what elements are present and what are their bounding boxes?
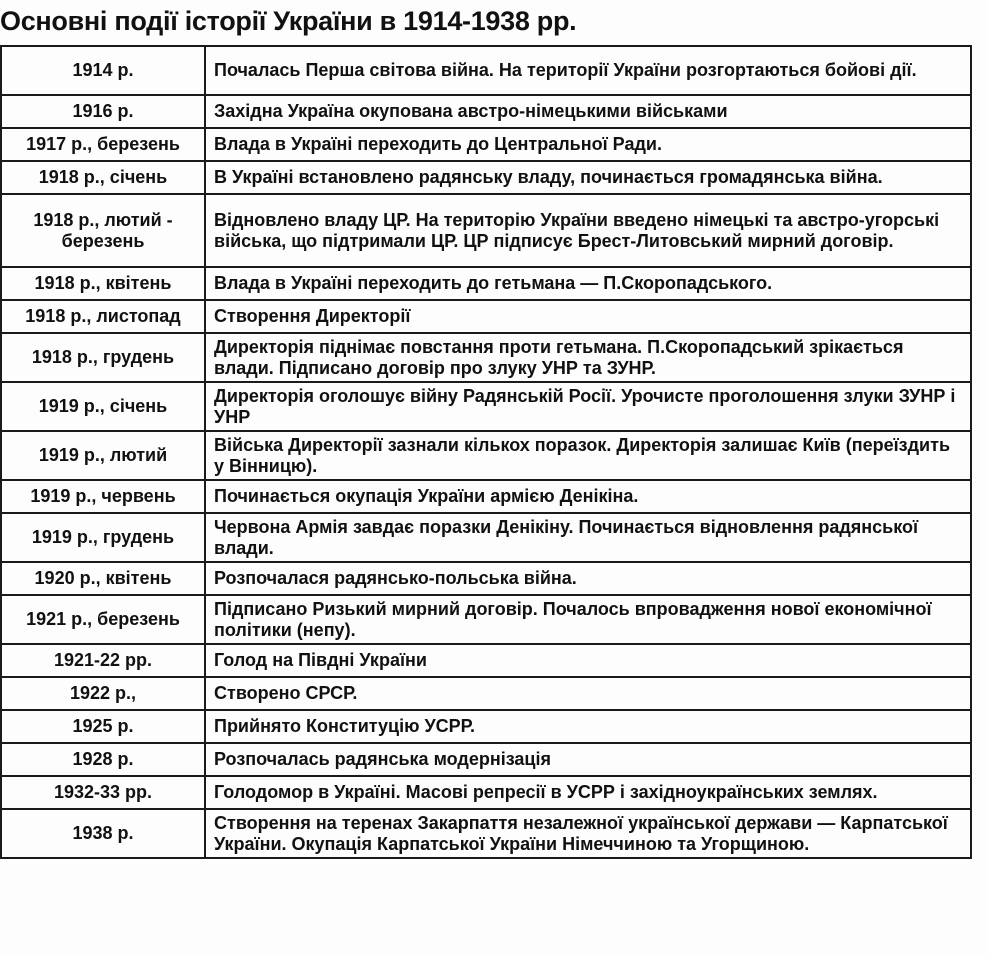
event-description: Створення Директорії [205,300,971,333]
event-date: 1918 р., грудень [1,333,205,382]
event-description: Підписано Ризький мирний договір. Почалось впровадження нової економічної політики (непу). [205,595,971,644]
events-table [0,45,972,859]
table-row [1,480,971,513]
table-row [1,333,971,382]
event-description: Прийнято Конституцію УСРР. [205,710,971,743]
event-date: 1918 р., січень [1,161,205,194]
event-description: Створено СРСР. [205,677,971,710]
table-row [1,267,971,300]
event-date: 1919 р., червень [1,480,205,513]
event-description: Західна Україна окупована австро-німецькими військами [205,95,971,128]
table-row [1,46,971,95]
table-row [1,743,971,776]
table-row [1,677,971,710]
event-date: 1919 р., січень [1,382,205,431]
table-row [1,809,971,858]
table-row [1,128,971,161]
event-date: 1925 р. [1,710,205,743]
event-description: Директорія оголошує війну Радянській Росії. Урочисте проголошення злуки ЗУНР і УНР [205,382,971,431]
table-row [1,431,971,480]
event-date: 1919 р., лютий [1,431,205,480]
event-description: Почалась Перша світова війна. На території України розгортаються бойові дії. [205,46,971,95]
event-date: 1916 р. [1,95,205,128]
event-date: 1932-33 рр. [1,776,205,809]
table-row [1,382,971,431]
event-description: В Україні встановлено радянську владу, починається громадянська війна. [205,161,971,194]
event-description: Директорія піднімає повстання проти гетьмана. П.Скоропадський зрікається влади. Підписано договір про злуку УНР та ЗУНР. [205,333,971,382]
event-description: Починається окупація України армією Денікіна. [205,480,971,513]
event-date: 1918 р., лютий - березень [1,194,205,267]
event-date: 1917 р., березень [1,128,205,161]
event-description: Голодомор в Україні. Масові репресії в УСРР і західноукраїнських землях. [205,776,971,809]
event-date: 1938 р. [1,809,205,858]
table-row [1,562,971,595]
event-description: Червона Армія завдає поразки Денікіну. Починається відновлення радянської влади. [205,513,971,562]
table-row [1,710,971,743]
table-row [1,644,971,677]
event-date: 1928 р. [1,743,205,776]
event-date: 1922 р., [1,677,205,710]
event-date: 1921-22 рр. [1,644,205,677]
table-row [1,300,971,333]
table-row [1,513,971,562]
event-description: Розпочалася радянсько-польська війна. [205,562,971,595]
page-title: Основні події історії України в 1914-1938 рр. [0,6,577,36]
table-row [1,776,971,809]
event-date: 1919 р., грудень [1,513,205,562]
table-row [1,194,971,267]
event-date: 1918 р., квітень [1,267,205,300]
event-description: Створення на теренах Закарпаття незалежної української держави — Карпатської України. Окупація Карпатської України Німеччиною та Угорщиною. [205,809,971,858]
event-description: Відновлено владу ЦР. На територію України введено німецькі та австро-угорські війська, що підтримали ЦР. ЦР підписує Брест-Литовський мирний договір. [205,194,971,267]
event-description: Розпочалась радянська модернізація [205,743,971,776]
event-date: 1914 р. [1,46,205,95]
event-date: 1918 р., листопад [1,300,205,333]
event-description: Влада в Україні переходить до гетьмана — П.Скоропадського. [205,267,971,300]
event-description: Війська Директорії зазнали кількох поразок. Директорія залишає Київ (переїздить у Вінницю). [205,431,971,480]
event-description: Голод на Півдні України [205,644,971,677]
event-description: Влада в Україні переходить до Центральної Ради. [205,128,971,161]
table-row [1,595,971,644]
table-row [1,161,971,194]
event-date: 1921 р., березень [1,595,205,644]
event-date: 1920 р., квітень [1,562,205,595]
table-row [1,95,971,128]
